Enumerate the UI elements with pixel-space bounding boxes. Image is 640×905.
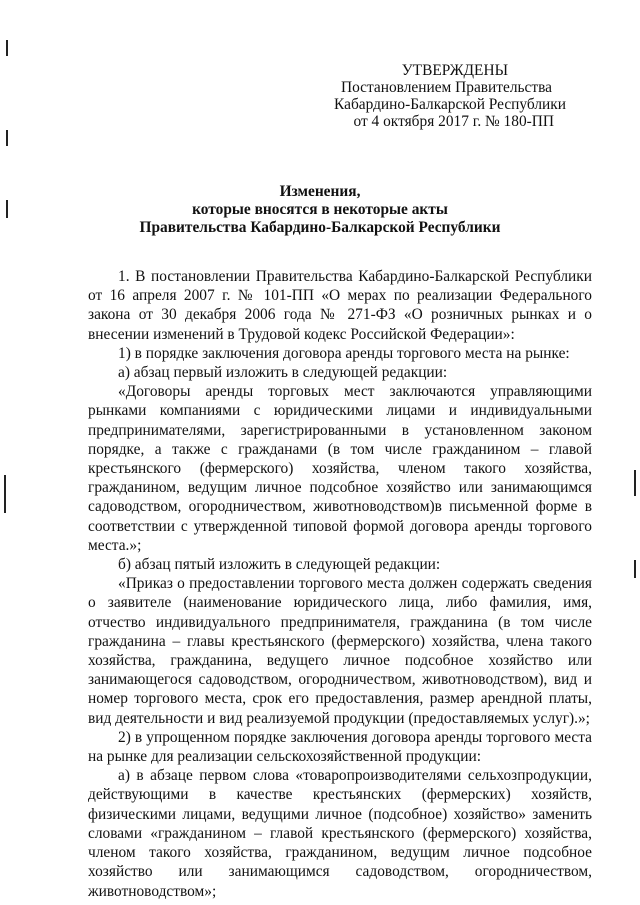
scan-margin-mark [4,475,6,513]
approved-line-2: Кабардино-Балкарской Республики [334,96,566,113]
title-line-3: Правительства Кабардино-Балкарской Республики [139,219,501,236]
paragraph-7: 2) в упрощенном порядке заключения договора аренды торгового места на рынке для реализации сельскохозяйственной продукции: [88,728,592,766]
paragraph-6: «Приказ о предоставлении торгового места должен содержать сведения о заявителе (наименование юридического лица, либо фамилия, имя, отчество индивидуального предпринимателя, гражданина (в том числе гражданина – главы крестьянского (фермерского) хозяйства, члена такого хозяйства, гражданина, ведущего личное подсобное хозяйство или занимающегося садоводством, огородничеством, животноводством), вид и номер торгового места, срок его предоставления, размер арендной платы, вид деятельности и вид реализуемой продукции (предоставляемых услуг).»; [88,575,592,727]
scan-margin-mark [6,130,8,146]
approved-line-3: от 4 октября 2017 г. № 180-ПП [353,113,554,130]
paragraph-2: 1) в порядке заключения договора аренды торгового места на рынке: [118,344,570,362]
paragraph-5: б) абзац пятый изложить в следующей редакции: [118,556,441,574]
document-title [0,183,640,237]
approval-stamp [306,62,566,130]
paragraph-3: а) абзац первый изложить в следующей редакции: [118,364,448,382]
title-line-1: Изменения, [279,183,361,200]
scan-margin-mark [634,470,636,496]
scan-margin-mark [6,40,8,56]
paragraph-4: «Договоры аренды торговых мест заключаются управляющими рынками компаниями с юридическими лицами и индивидуальными предпринимателями, зарегистрированными в установленном законом порядке, а также с гражданами (в том числе гражданином – главой крестьянского (фермерского) хозяйства, членом такого хозяйства, гражданином, ведущим личное подсобное хозяйство или занимающимся садоводством, огородничеством, животноводством)в письменной форме в соответствии с утвержденной типовой формой договора аренды торгового места.»; [88,383,592,554]
approved-line-1: Постановлением Правительства [340,79,552,96]
approved-heading: УТВЕРЖДЕНЫ [401,62,508,79]
paragraph-1: 1. В постановлении Правительства Кабардино-Балкарской Республики от 16 апреля 2007 г. № 101-ПП «О мерах по реализации Федерального закона от 30 декабря 2006 года № 271-ФЗ «О розничных рынках и о внесении изменений в Трудовой кодекс Российской Федерации»: [88,268,592,343]
title-line-2: которые вносятся в некоторые акты [192,201,448,218]
document-body [88,267,592,901]
scan-margin-mark [634,560,636,578]
paragraph-8: а) в абзаце первом слова «товаропроизводителями сельхозпродукции, действующими в качестве крестьянских (фермерских) хозяйств, физическими лицами, ведущими личное (подсобное) хозяйство» заменить словами «гражданином – главой крестьянского (фермерского) хозяйства, членом такого хозяйства, гражданином, ведущим личное подсобное хозяйство или занимающимся садоводством, огородничеством, животноводством»; [88,767,592,900]
